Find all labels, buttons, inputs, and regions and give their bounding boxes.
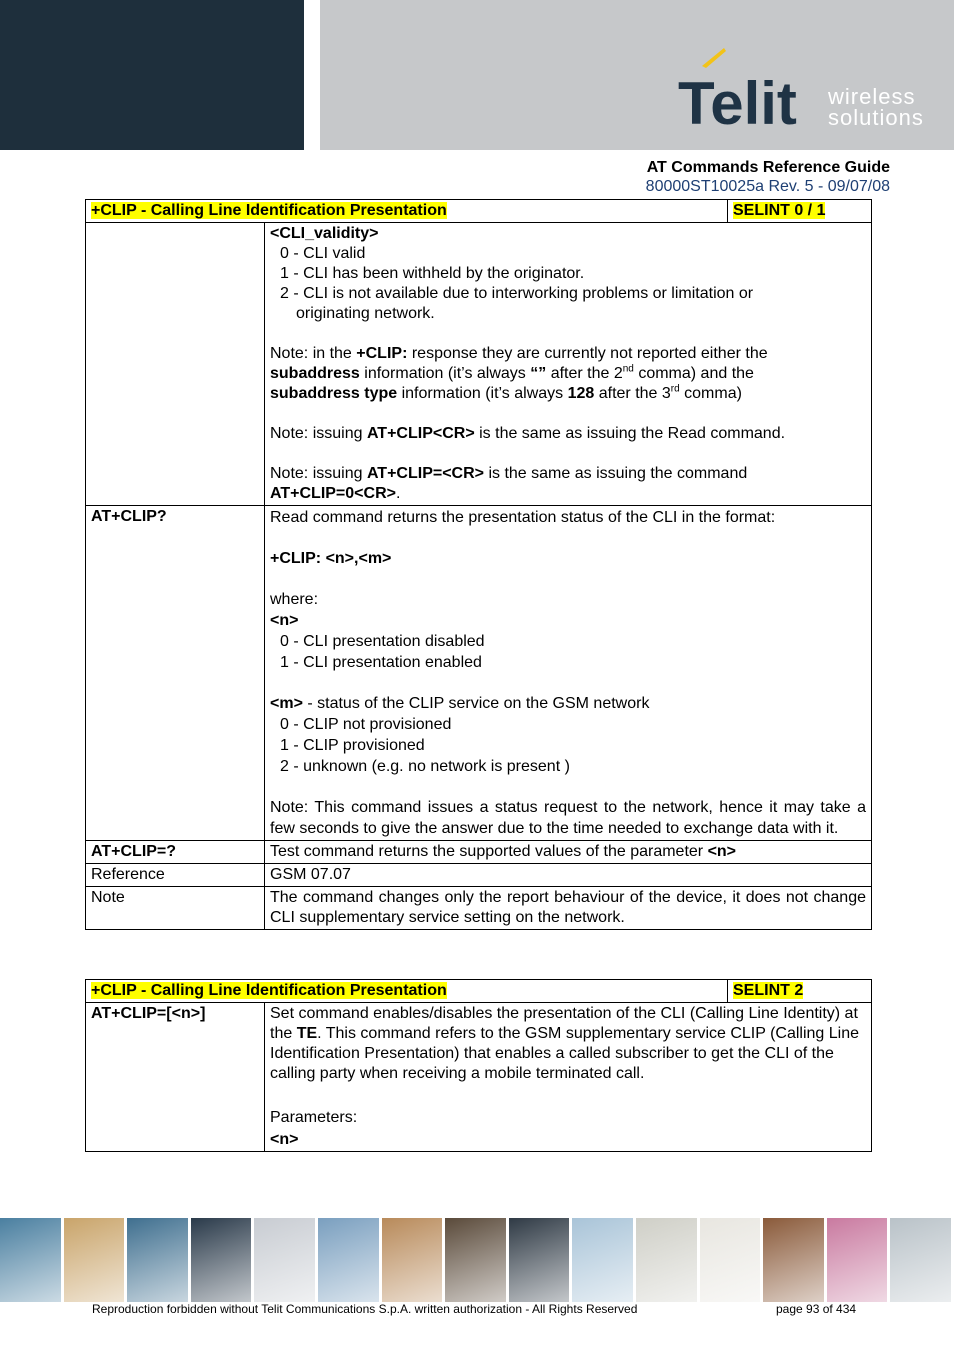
- table-title: +CLIP - Calling Line Identification Presentation: [91, 982, 447, 999]
- row-label: Reference: [86, 864, 265, 887]
- table-row: [86, 864, 872, 887]
- photo-tile: [636, 1218, 697, 1302]
- logo-wordmark: Telit: [678, 70, 797, 134]
- telit-logo: [676, 48, 936, 134]
- param-value: 0 - CLIP not provisioned: [280, 716, 452, 733]
- table-row: [86, 506, 872, 841]
- param-value: 1 - CLI has been withheld by the originator.: [280, 265, 585, 282]
- photo-tile: [318, 1218, 379, 1302]
- where-label: where:: [270, 591, 319, 608]
- photo-tile: [827, 1218, 888, 1302]
- logo-tagline-2: solutions: [828, 105, 924, 130]
- table-row: [86, 887, 872, 930]
- param-name: <CLI_validity>: [270, 225, 379, 242]
- selint-cell: [728, 200, 872, 223]
- header-dark-panel: [0, 0, 304, 150]
- param-name: <n>: [270, 612, 299, 629]
- param-value: 2 - CLI is not available due to interworking problems or limitation or: [280, 285, 754, 302]
- table-title-cell: [86, 980, 728, 1003]
- param-value: 0 - CLI valid: [280, 245, 366, 262]
- param-value: 2 - unknown (e.g. no network is present ): [280, 758, 570, 775]
- note-paragraph: Note: issuing AT+CLIP<CR> is the same as issuing the Read command.: [270, 425, 786, 442]
- photo-tile: [890, 1218, 951, 1302]
- footer-copyright: Reproduction forbidden without Telit Communications S.p.A. written authorization - All Rights Reserved: [92, 1302, 638, 1316]
- parameters-label: Parameters:: [270, 1109, 358, 1126]
- page-number: page 93 of 434: [776, 1302, 857, 1316]
- photo-strip: [0, 1218, 954, 1302]
- table-title-cell: [86, 200, 728, 223]
- description-cell: Test command returns the supported values of the parameter <n>: [265, 841, 872, 864]
- row-label: Note: [86, 887, 265, 930]
- note-paragraph: Note: issuing AT+CLIP=<CR> is the same as issuing the command AT+CLIP=0<CR>.: [270, 465, 748, 502]
- doc-revision: 80000ST10025a Rev. 5 - 09/07/08: [645, 178, 890, 195]
- command-name: AT+CLIP?: [86, 506, 265, 841]
- description-cell: [265, 223, 872, 506]
- selint-badge: SELINT 0 / 1: [733, 202, 826, 219]
- command-name: AT+CLIP=[<n>]: [86, 1003, 265, 1152]
- param-value-cont: originating network.: [296, 305, 435, 322]
- param-description: <m> - status of the CLIP service on the GSM network: [270, 695, 650, 712]
- photo-tile: [763, 1218, 824, 1302]
- photo-tile: [64, 1218, 125, 1302]
- photo-tile: [127, 1218, 188, 1302]
- reference-value: GSM 07.07: [265, 864, 872, 887]
- photo-tile: [572, 1218, 633, 1302]
- table-row: [86, 223, 872, 506]
- photo-tile: [509, 1218, 570, 1302]
- photo-tile: [382, 1218, 443, 1302]
- photo-tile: [445, 1218, 506, 1302]
- command-name: AT+CLIP=?: [86, 841, 265, 864]
- read-description: Read command returns the presentation status of the CLI in the format:: [270, 509, 776, 526]
- command-table-selint-2: [85, 979, 872, 1152]
- photo-tile: [700, 1218, 761, 1302]
- logo-swoosh: [702, 48, 726, 68]
- table-title-row: [86, 200, 872, 223]
- selint-badge: SELINT 2: [733, 982, 804, 999]
- response-format: +CLIP: <n>,<m>: [270, 550, 392, 567]
- selint-cell: [728, 980, 872, 1003]
- param-value: 1 - CLI presentation enabled: [280, 654, 482, 671]
- note-paragraph: Note: This command issues a status request to the network, hence it may take a few seconds to give the answer due to the time needed to exchange data with it.: [270, 799, 866, 837]
- note-value: The command changes only the report behaviour of the device, it does not change CLI supplementary service setting on the network.: [265, 887, 872, 930]
- description-cell: [265, 1003, 872, 1152]
- empty-cell: [86, 223, 265, 506]
- table-title-row: [86, 980, 872, 1003]
- note-paragraph: Note: in the +CLIP: response they are currently not reported either the subaddress information (it’s always “” after the 2nd comma) and the subaddress type information (it’s always 128 after the 3rd comma): [270, 345, 768, 402]
- table-row: [86, 1003, 872, 1152]
- table-row: [86, 841, 872, 864]
- photo-tile: [191, 1218, 252, 1302]
- description-cell: [265, 506, 872, 841]
- doc-title: AT Commands Reference Guide: [646, 159, 890, 176]
- photo-tile: [254, 1218, 315, 1302]
- set-description: Set command enables/disables the presentation of the CLI (Calling Line Identity) at the TE. This command refers to the GSM supplementary service CLIP (Calling Line Identification Presentation) that enables a called subscriber to get the CLI of the calling party when receiving a mobile terminated call.: [270, 1005, 859, 1082]
- photo-tile: [0, 1218, 61, 1302]
- command-table-selint-01: [85, 199, 872, 930]
- table-title: +CLIP - Calling Line Identification Presentation: [91, 202, 447, 219]
- logo-tagline-1: wireless: [828, 84, 916, 109]
- param-name: <n>: [270, 1131, 299, 1148]
- param-value: 0 - CLI presentation disabled: [280, 633, 485, 650]
- param-value: 1 - CLIP provisioned: [280, 737, 425, 754]
